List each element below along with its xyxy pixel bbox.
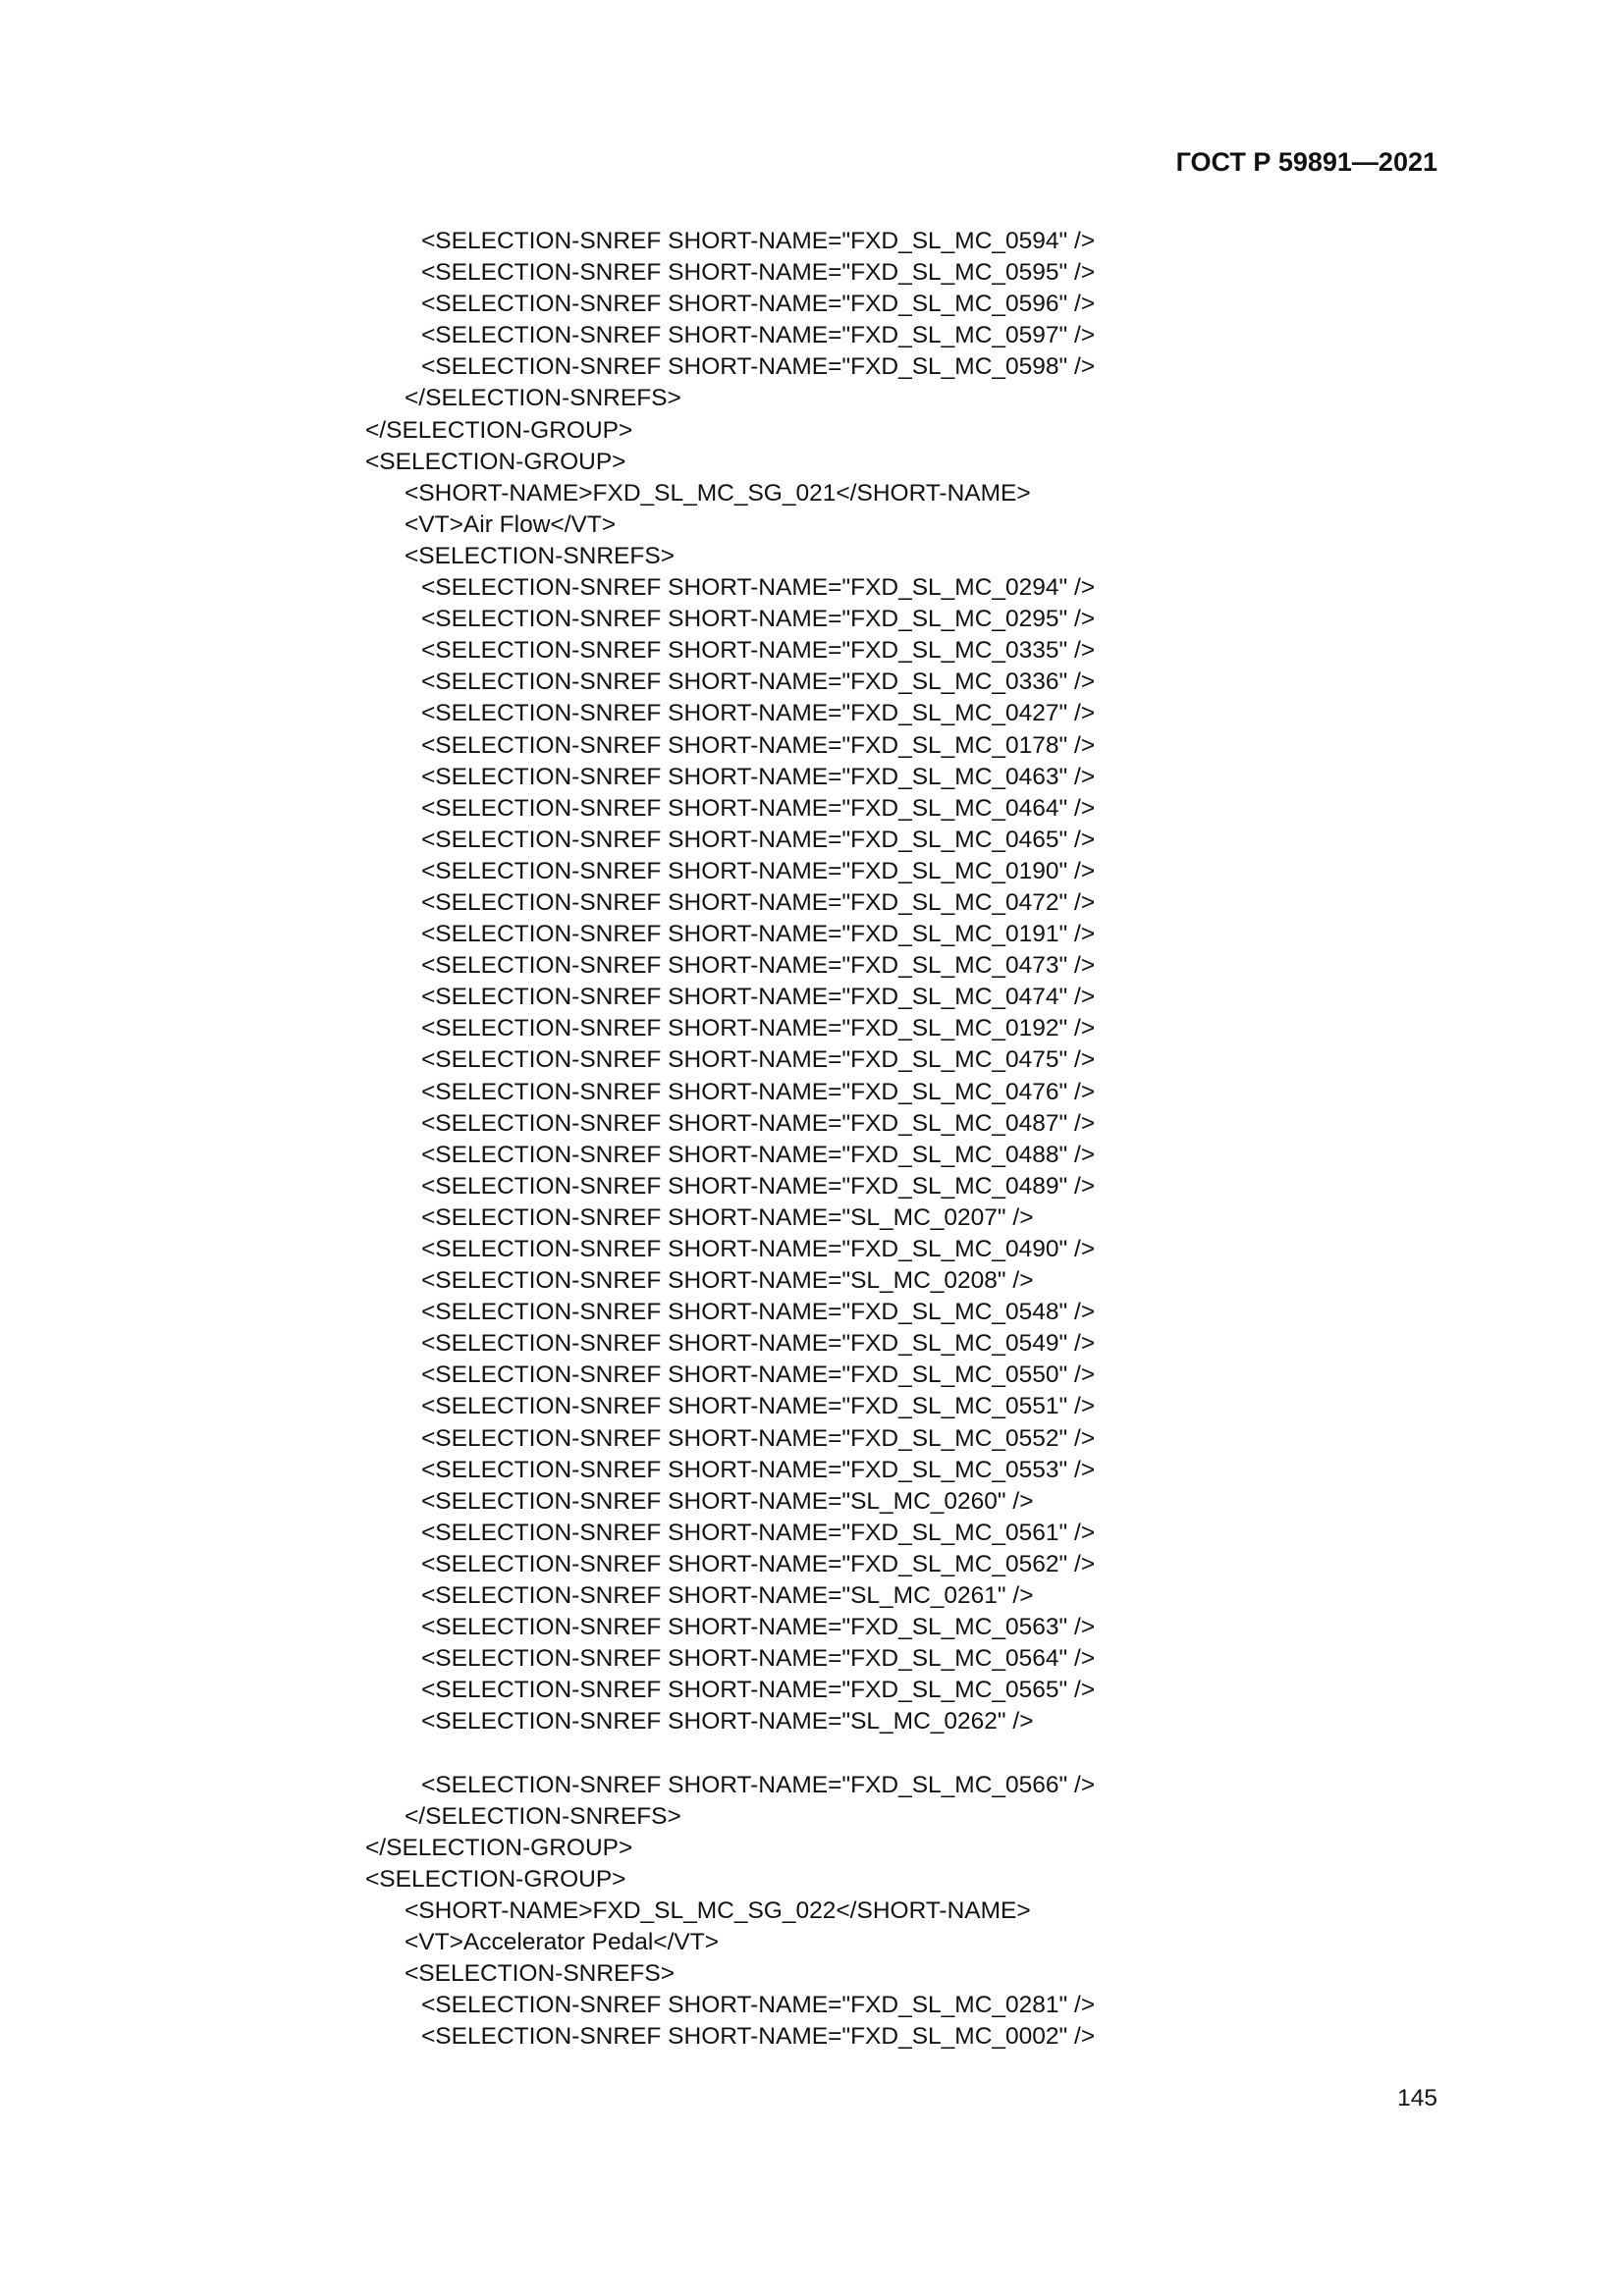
- code-line: <SELECTION-SNREF SHORT-NAME="FXD_SL_MC_0549" />: [421, 1330, 1096, 1358]
- code-line: </SELECTION-GROUP>: [365, 1834, 633, 1861]
- code-line: <SELECTION-SNREF SHORT-NAME="FXD_SL_MC_0550" />: [421, 1362, 1096, 1389]
- code-line: <SELECTION-SNREF SHORT-NAME="FXD_SL_MC_0566" />: [421, 1771, 1096, 1798]
- code-line: <SELECTION-SNREF SHORT-NAME="SL_MC_0208" />: [421, 1267, 1034, 1295]
- code-line: <SELECTION-SNREF SHORT-NAME="FXD_SL_MC_0190" />: [421, 857, 1096, 884]
- code-line: <SELECTION-SNREF SHORT-NAME="FXD_SL_MC_0553" />: [421, 1456, 1096, 1483]
- code-line: <SELECTION-SNREF SHORT-NAME="FXD_SL_MC_0565" />: [421, 1677, 1096, 1704]
- document-header-standard-number: ГОСТ Р 59891—2021: [1175, 147, 1437, 177]
- code-line: <SELECTION-SNREF SHORT-NAME="FXD_SL_MC_0295" />: [421, 606, 1096, 633]
- code-line: <SELECTION-SNREF SHORT-NAME="FXD_SL_MC_0465" />: [421, 826, 1096, 853]
- code-line: <VT>Air Flow</VT>: [405, 510, 617, 538]
- code-line: <SELECTION-SNREF SHORT-NAME="FXD_SL_MC_0002" />: [421, 2023, 1096, 2051]
- code-line: <SELECTION-SNREF SHORT-NAME="FXD_SL_MC_0475" />: [421, 1046, 1096, 1074]
- code-line: <SELECTION-SNREF SHORT-NAME="FXD_SL_MC_0336" />: [421, 668, 1096, 696]
- code-line: <SELECTION-SNREF SHORT-NAME="FXD_SL_MC_0473" />: [421, 952, 1096, 980]
- code-line: <SELECTION-SNREF SHORT-NAME="FXD_SL_MC_0596" />: [421, 291, 1096, 318]
- code-line: <SELECTION-SNREF SHORT-NAME="FXD_SL_MC_0178" />: [421, 731, 1096, 759]
- code-line: <SELECTION-SNREF SHORT-NAME="FXD_SL_MC_0335" />: [421, 637, 1096, 665]
- code-line: <SELECTION-SNREF SHORT-NAME="FXD_SL_MC_0564" />: [421, 1645, 1096, 1673]
- code-line: <SELECTION-GROUP>: [365, 1865, 626, 1893]
- code-line: <SELECTION-SNREF SHORT-NAME="FXD_SL_MC_0192" />: [421, 1015, 1096, 1042]
- code-line: <SELECTION-SNREF SHORT-NAME="FXD_SL_MC_0490" />: [421, 1236, 1096, 1262]
- code-line: <SELECTION-SNREF SHORT-NAME="SL_MC_0260" />: [421, 1487, 1034, 1515]
- code-line: <SELECTION-SNREF SHORT-NAME="FXD_SL_MC_0476" />: [421, 1078, 1096, 1105]
- code-line: <SELECTION-SNREF SHORT-NAME="FXD_SL_MC_0563" />: [421, 1614, 1096, 1641]
- code-line: <SELECTION-SNREF SHORT-NAME="FXD_SL_MC_0191" />: [421, 921, 1096, 948]
- code-line: <SELECTION-SNREF SHORT-NAME="FXD_SL_MC_0472" />: [421, 888, 1096, 916]
- code-line: <SELECTION-SNREF SHORT-NAME="SL_MC_0261" />: [421, 1582, 1034, 1610]
- code-line: <SELECTION-SNREF SHORT-NAME="FXD_SL_MC_0463" />: [421, 763, 1096, 790]
- code-line: <SELECTION-SNREF SHORT-NAME="FXD_SL_MC_0594" />: [421, 228, 1096, 254]
- code-line: <SHORT-NAME>FXD_SL_MC_SG_021</SHORT-NAME>: [405, 479, 1031, 507]
- code-line: <SELECTION-SNREF SHORT-NAME="FXD_SL_MC_0561" />: [421, 1519, 1096, 1546]
- xml-code-listing: [365, 226, 1095, 2053]
- code-line: <SELECTION-SNREF SHORT-NAME="FXD_SL_MC_0474" />: [421, 984, 1096, 1011]
- code-line: <SELECTION-SNREF SHORT-NAME="FXD_SL_MC_0595" />: [421, 259, 1096, 287]
- code-line: <SELECTION-SNREF SHORT-NAME="FXD_SL_MC_0551" />: [421, 1393, 1096, 1420]
- code-line: <SELECTION-SNREF SHORT-NAME="FXD_SL_MC_0597" />: [421, 322, 1096, 349]
- code-line: <SELECTION-SNREF SHORT-NAME="FXD_SL_MC_0548" />: [421, 1299, 1096, 1326]
- code-line: <SHORT-NAME>FXD_SL_MC_SG_022</SHORT-NAME>: [405, 1896, 1031, 1924]
- page-number: 145: [1397, 2085, 1437, 2111]
- code-line: <SELECTION-SNREF SHORT-NAME="FXD_SL_MC_0281" />: [421, 1992, 1096, 2019]
- code-line: </SELECTION-SNREFS>: [405, 1802, 681, 1830]
- code-line: <SELECTION-SNREF SHORT-NAME="SL_MC_0262" />: [421, 1708, 1034, 1735]
- code-line: <SELECTION-SNREF SHORT-NAME="FXD_SL_MC_0562" />: [421, 1550, 1096, 1577]
- code-line: <SELECTION-SNREF SHORT-NAME="FXD_SL_MC_0427" />: [421, 700, 1096, 727]
- code-line: </SELECTION-SNREFS>: [405, 385, 681, 412]
- code-line: <SELECTION-SNREF SHORT-NAME="FXD_SL_MC_0488" />: [421, 1141, 1096, 1168]
- code-line: <SELECTION-SNREF SHORT-NAME="FXD_SL_MC_0294" />: [421, 574, 1096, 602]
- code-line: <SELECTION-SNREF SHORT-NAME="FXD_SL_MC_0489" />: [421, 1172, 1096, 1200]
- code-line: <SELECTION-SNREF SHORT-NAME="FXD_SL_MC_0464" />: [421, 794, 1096, 822]
- code-line: <SELECTION-GROUP>: [365, 448, 626, 475]
- code-line: [365, 1738, 1095, 1770]
- code-line: <SELECTION-SNREF SHORT-NAME="FXD_SL_MC_0552" />: [421, 1424, 1096, 1452]
- code-line: <SELECTION-SNREFS>: [405, 1960, 676, 1988]
- code-line: <SELECTION-SNREFS>: [405, 542, 676, 569]
- code-line: <SELECTION-SNREF SHORT-NAME="SL_MC_0207" />: [421, 1203, 1034, 1231]
- code-line: <SELECTION-SNREF SHORT-NAME="FXD_SL_MC_0487" />: [421, 1109, 1096, 1137]
- code-line: <VT>Accelerator Pedal</VT>: [405, 1929, 720, 1956]
- code-line: </SELECTION-GROUP>: [365, 416, 633, 444]
- code-line: <SELECTION-SNREF SHORT-NAME="FXD_SL_MC_0598" />: [421, 353, 1096, 381]
